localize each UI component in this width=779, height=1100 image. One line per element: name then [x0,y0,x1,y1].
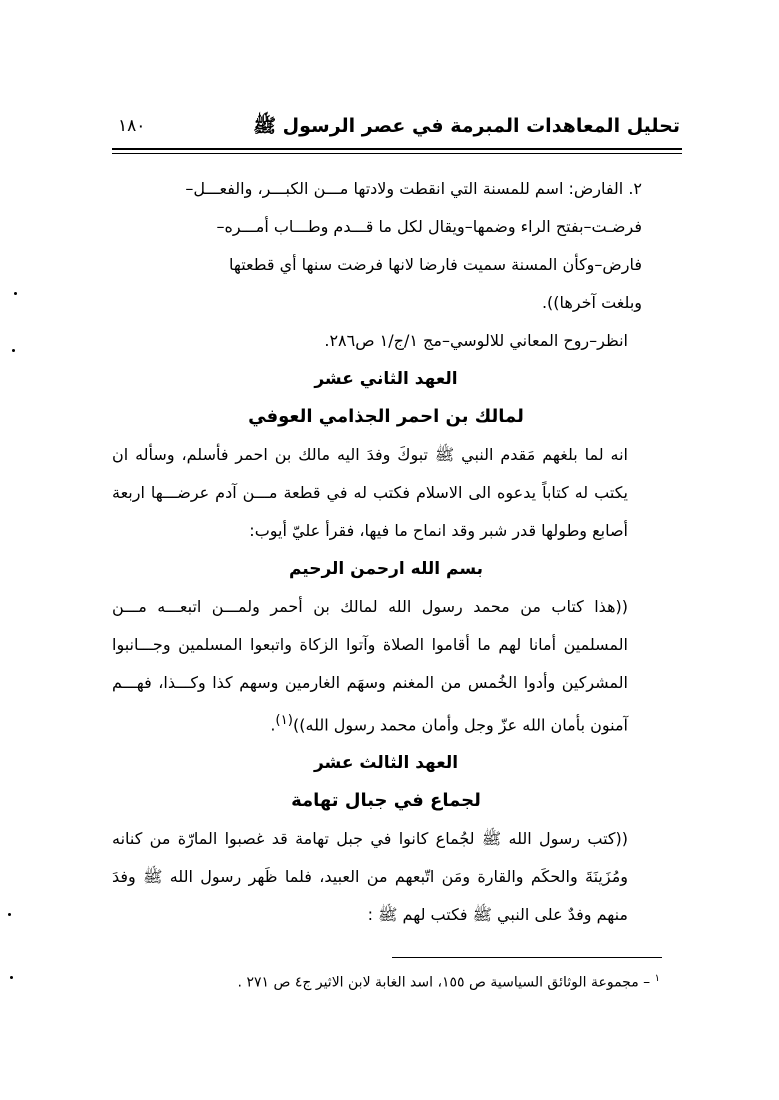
footnote-continuation-line-1: ٢. الفارض: اسم للمسنة التي انقطت ولادتها مـــن الكبـــر، والفعـــل– [185,179,642,198]
scan-speck [8,913,11,916]
letter-text: ((هذا كتاب من محمد رسول الله لمالك بن أحمر ولمـــن اتبعـــه مـــن المسلمين أمانا لهم ما أقاموا الصلاة وآتوا الزكاة واتبعوا المسلمين وجـــانبوا المشركين وأدوا الخُمس من المغنم وسهَم الغارمين وسهم كذا وكـــذا، فهـــم آمنون بأمان الله عزّ وجل وأمان محمد رسول الله)) [112,597,628,735]
basmala-heading: بسم الله ارحمن الرحيم [288,559,484,579]
reference-line: انظر–روح المعاني للالوسي–مج ١/ج/١ ص٢٨٦. [324,331,628,350]
footnote-continuation-line-4: وبلغت آخرها)). [541,293,642,312]
header-rule-thick [112,148,682,150]
paragraph-letter-text [112,588,660,744]
footnote-continuation-line-3: فارض–وكأن المسنة سميت فارضا لانها فرضت سنها أي قطعتها [228,255,642,274]
page-header [112,110,680,144]
footnote-separator [392,957,662,958]
header-rule-thin [112,153,682,154]
letter-end-period: . [270,715,276,735]
paragraph-tihama: ((كتب رسول الله ﷺ لجُماع كانوا في جبل تهامة قد غصبوا المارّة من كنانه ومُزَينَةَ والحكَم والقارة ومَن اتّبعهم من العبيد، فلما ظَهر رسول الله ﷺ وفدَ منهم وفدٌ على النبي ﷺ فكتب لهم ﷺ : [112,829,628,925]
footnote-text: – مجموعة الوثائق السياسية ص ١٥٥، اسد الغابة لابن الاثير ج٤ ص ٢٧١ . [237,974,655,991]
footnote [100,966,660,996]
scan-speck [10,976,13,979]
section-heading-twelfth: العهد الثاني عشر [314,369,458,389]
section-subheading-tihama: لجماع في جبال تهامة [291,790,481,812]
main-text [112,170,660,934]
scan-speck [14,292,17,295]
section-heading-thirteenth: العهد الثالث عشر [313,753,459,774]
running-title: تحليل المعاهدات المبرمة في عصر الرسول ﷺ [253,115,680,137]
section-subheading-malik: لمالك بن احمر الجذامي العوفي [248,406,524,427]
footnote-continuation-line-2: فرضـت–بفتح الراء وضمها–ويقال لكل ما قـــدم وطـــاب أمـــره– [216,217,642,236]
scan-speck [12,349,15,352]
footnote-reference: (١) [275,713,293,728]
paragraph-malik-intro: انه لما بلغهم مَقدم النبي ﷺ تبوكَ وفدَ اليه مالك بن احمر فأسلم، وسأله ان يكتب له كتاباً يدعوه الى الاسلام فكتب له في قطعة مـــن آدم عرضـــها اربعة أصابع وطولها قدر شبر وقد انماح ما فيها، فقرأ عليّ أيوب: [112,445,628,540]
page-number: ١٨٠ [118,116,146,136]
footnote-marker: ١ [654,973,660,984]
